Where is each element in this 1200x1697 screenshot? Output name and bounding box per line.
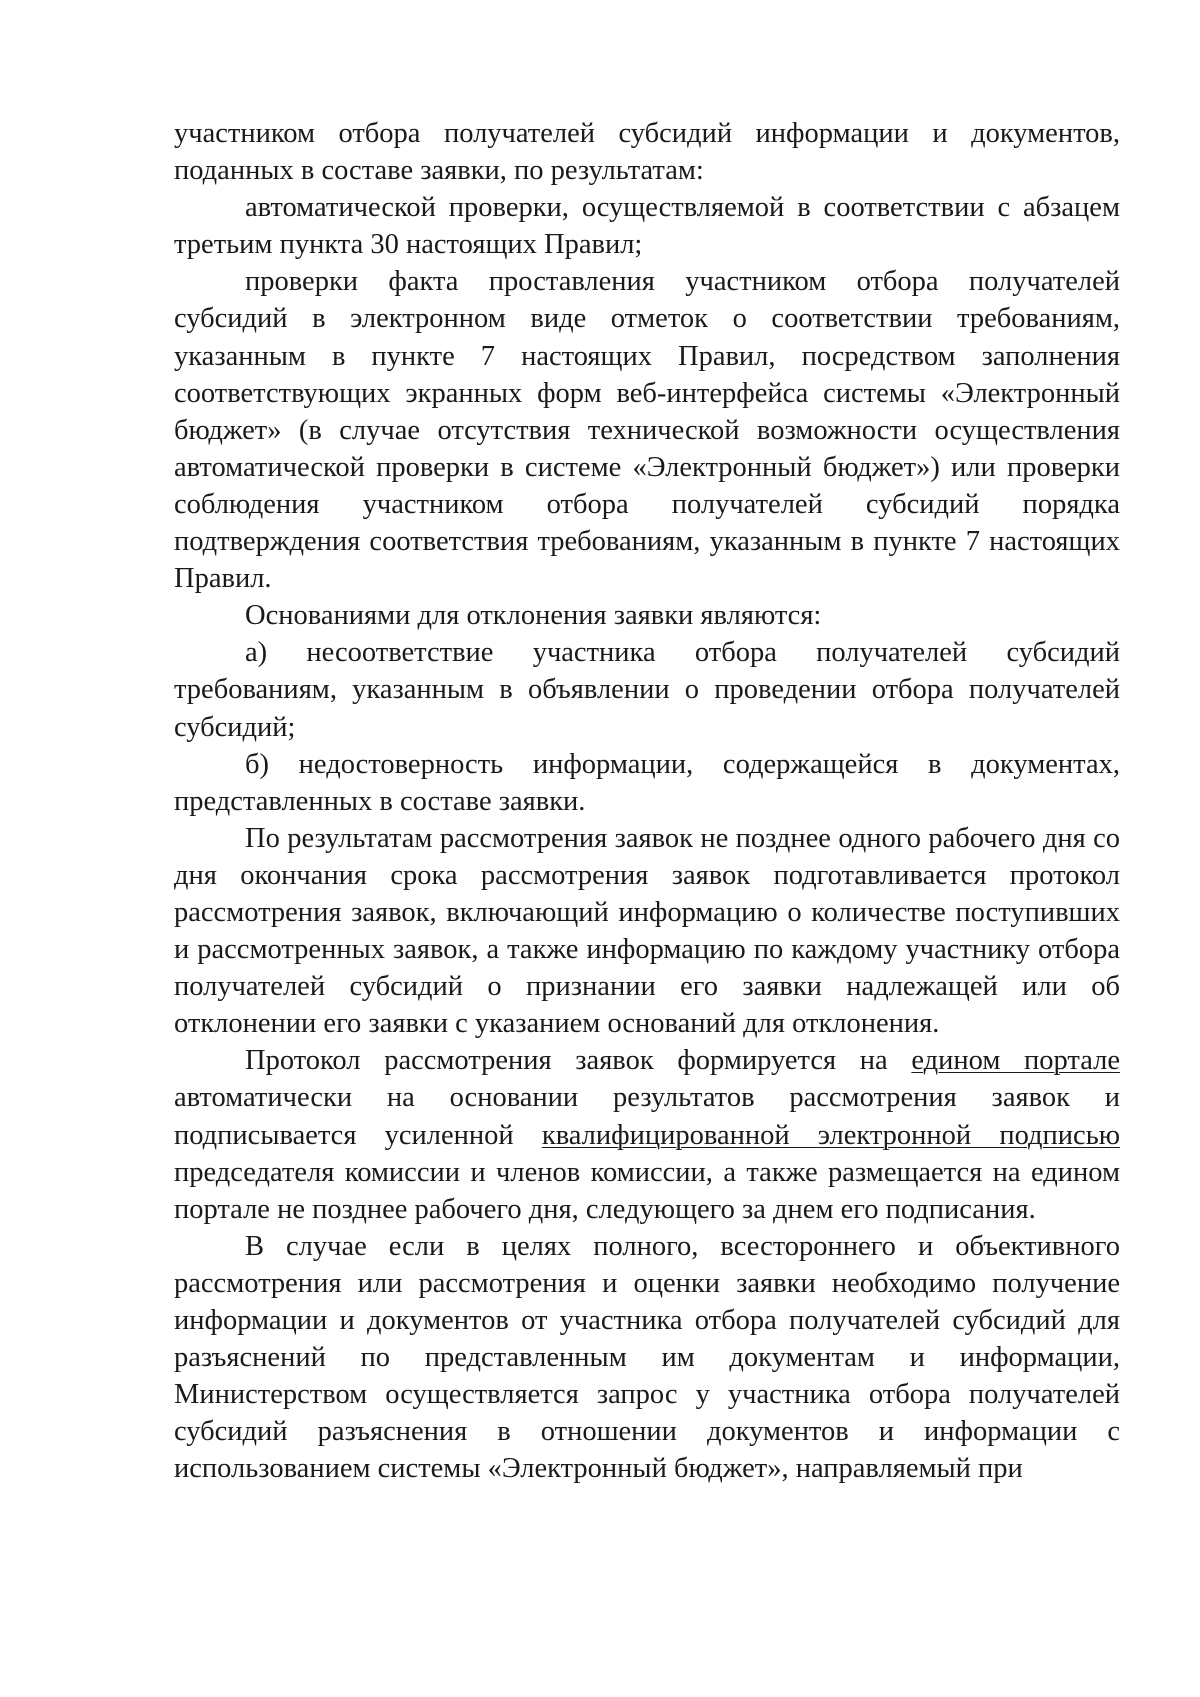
paragraph-text: проверки факта проставления участником отбора получателей субсидий в электронном виде отметок о соответствии требованиям, указанным в пункте 7 настоящих Правил, посредством заполнения соответствующих экранных форм веб-интерфейса системы «Электронный бюджет» (в случае отсутствия технической возможности осуществления автоматической проверки в системе «Электронный бюджет») или проверки соблюдения участником отбора получателей субсидий порядка подтверждения соответствия требованиям, указанным в пункте 7 настоящих Правил. bbox=[174, 266, 1120, 595]
paragraph-protocol bbox=[174, 1042, 1120, 1227]
document-body bbox=[174, 115, 1120, 1487]
paragraph-mark-check bbox=[174, 263, 1120, 597]
paragraph-text: автоматически на основании результатов рассмотрения заявок и подписывается усиленной bbox=[174, 1082, 1120, 1151]
paragraph-clarification-request bbox=[174, 1228, 1120, 1488]
paragraph-text: председателя комиссии и членов комиссии, а также размещается на едином портале не позднее рабочего дня, следующего за днем его подписания. bbox=[174, 1156, 1120, 1225]
paragraph-text: По результатам рассмотрения заявок не позднее одного рабочего дня со дня окончания срока рассмотрения заявок подготавливается протокол рассмотрения заявок, включающий информацию о количестве поступивших и рассмотренных заявок, а также информацию по каждому участнику отбора получателей субсидий о признании его заявки надлежащей или об отклонении его заявки с указанием оснований для отклонения. bbox=[174, 822, 1120, 1040]
paragraph-text: б) недостоверность информации, содержащейся в документах, представленных в составе заявки. bbox=[174, 748, 1120, 817]
paragraph-text: автоматической проверки, осуществляемой в соответствии с абзацем третьим пункта 30 настоящих Правил; bbox=[174, 192, 1120, 261]
paragraph-continuation bbox=[174, 115, 1120, 189]
paragraph-automatic-check bbox=[174, 189, 1120, 263]
paragraph-text: Протокол рассмотрения заявок формируется на bbox=[245, 1045, 912, 1077]
paragraph-ground-b bbox=[174, 746, 1120, 820]
underlined-link[interactable]: едином портале bbox=[911, 1045, 1120, 1077]
paragraph-text: В случае если в целях полного, всестороннего и объективного рассмотрения или рассмотрения и оценки заявки необходимо получение информации и документов от участника отбора получателей субсидий для разъяснений по представленным им документам и информации, Министерством осуществляется запрос у участника отбора получателей субсидий разъяснения в отношении документов и информации с использованием системы «Электронный бюджет», направляемый при bbox=[174, 1230, 1120, 1485]
paragraph-ground-a bbox=[174, 634, 1120, 745]
paragraph-text: участником отбора получателей субсидий информации и документов, поданных в составе заявки, по результатам: bbox=[174, 118, 1120, 187]
paragraph-review-results bbox=[174, 820, 1120, 1043]
underlined-link[interactable]: квалифицированной электронной подписью bbox=[541, 1119, 1120, 1151]
paragraph-text: Основаниями для отклонения заявки являются: bbox=[245, 600, 822, 632]
paragraph-rejection-grounds bbox=[174, 597, 1120, 634]
paragraph-text: а) несоответствие участника отбора получателей субсидий требованиям, указанным в объявлении о проведении отбора получателей субсидий; bbox=[174, 637, 1120, 743]
